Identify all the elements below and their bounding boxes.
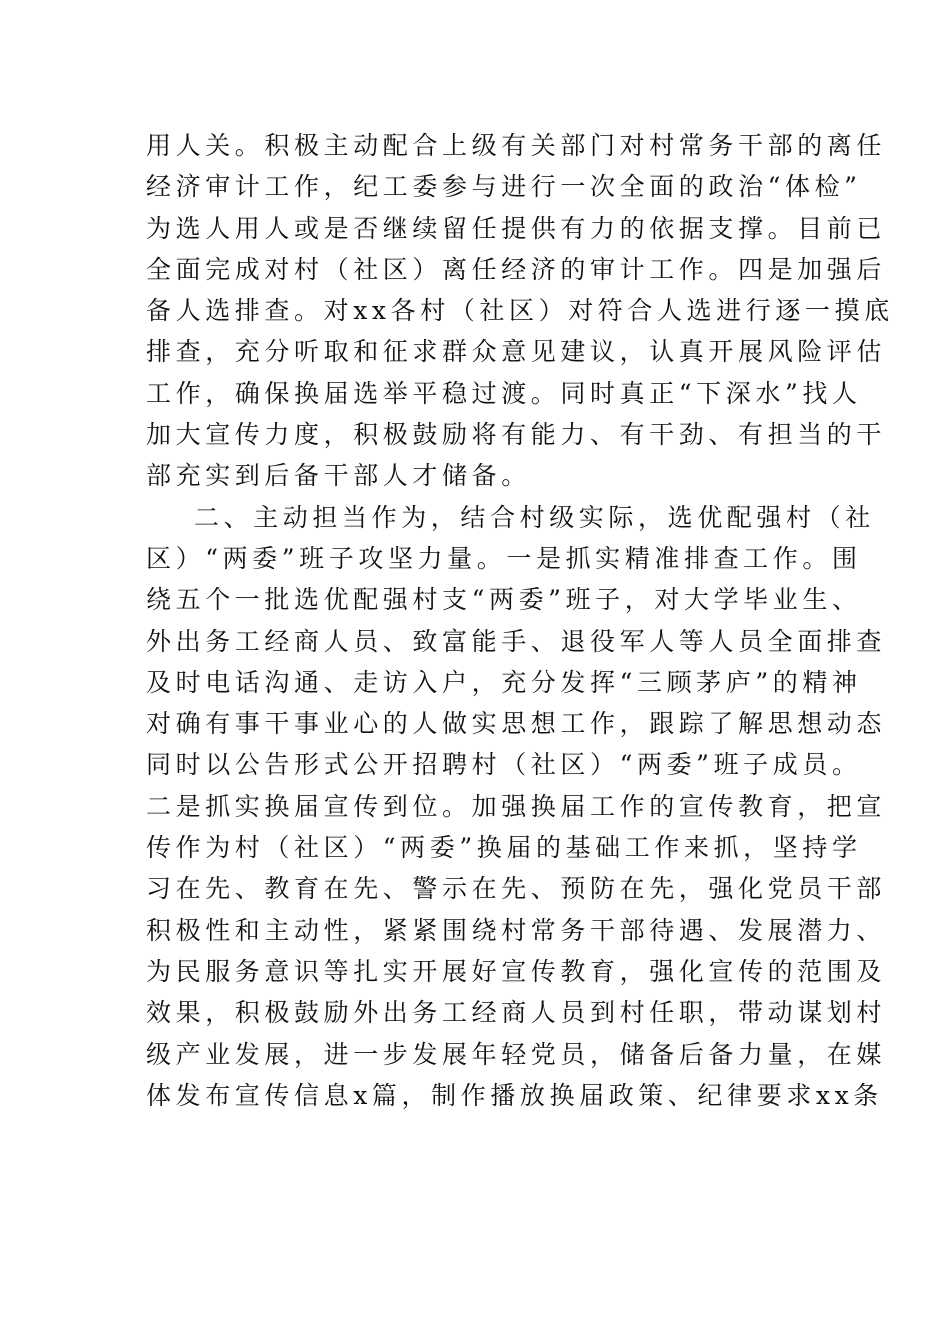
text-line: 排查，充分听取和征求群众意见建议，认真开展风险评估 [146,337,887,367]
text-line: 及时电话沟通、走访入户，充分发挥“三顾茅庐”的精神 [146,667,862,697]
text-line: 部充实到后备干部人才储备。 [146,461,531,491]
text-line: 外出务工经商人员、致富能手、退役军人等人员全面排查 [146,626,887,656]
text-line: 备人选排查。对xx各村（社区）对符合人选进行逐一摸底 [146,296,894,326]
text-line: 用人关。积极主动配合上级有关部门对村常务干部的离任 [146,131,887,160]
text-line: 级产业发展，进一步发展年轻党员，储备后备力量，在媒 [146,1039,887,1069]
text-line: 为选人用人或是否继续留任提供有力的依据支撑。目前已 [146,213,887,243]
text-line: 加大宣传力度，积极鼓励将有能力、有干劲、有担当的干 [146,420,887,450]
text-line: 区）“两委”班子攻坚力量。一是抓实精准排查工作。围 [146,543,862,573]
text-line: 体发布宣传信息x篇，制作播放换届政策、纪律要求xx条 [146,1080,883,1110]
text-line: 积极性和主动性，紧紧围绕村常务干部待遇、发展潜力、 [146,915,887,945]
text-line: 经济审计工作，纪工委参与进行一次全面的政治“体检” [146,172,862,202]
text-line: 对确有事干事业心的人做实思想工作，跟踪了解思想动态 [146,709,887,739]
text-line: 二是抓实换届宣传到位。加强换届工作的宣传教育，把宣 [146,791,887,821]
text-line: 工作，确保换届选举平稳过渡。同时真正“下深水”找人 [146,378,862,408]
section-heading-line: 二、主动担当作为，结合村级实际，选优配强村（社 [194,502,875,532]
text-line: 效果，积极鼓励外出务工经商人员到村任职，带动谋划村 [146,998,887,1028]
text-line: 全面完成对村（社区）离任经济的审计工作。四是加强后 [146,254,887,284]
body-text [146,125,894,1116]
text-line: 习在先、教育在先、警示在先、预防在先，强化党员干部 [146,874,887,904]
text-line: 绕五个一批选优配强村支“两委”班子，对大学毕业生、 [146,585,862,615]
text-line: 传作为村（社区）“两委”换届的基础工作来抓，坚持学 [146,833,862,863]
text-line: 为民服务意识等扎实开展好宣传教育，强化宣传的范围及 [146,956,887,986]
text-line: 同时以公告形式公开招聘村（社区）“两委”班子成员。 [146,750,862,780]
